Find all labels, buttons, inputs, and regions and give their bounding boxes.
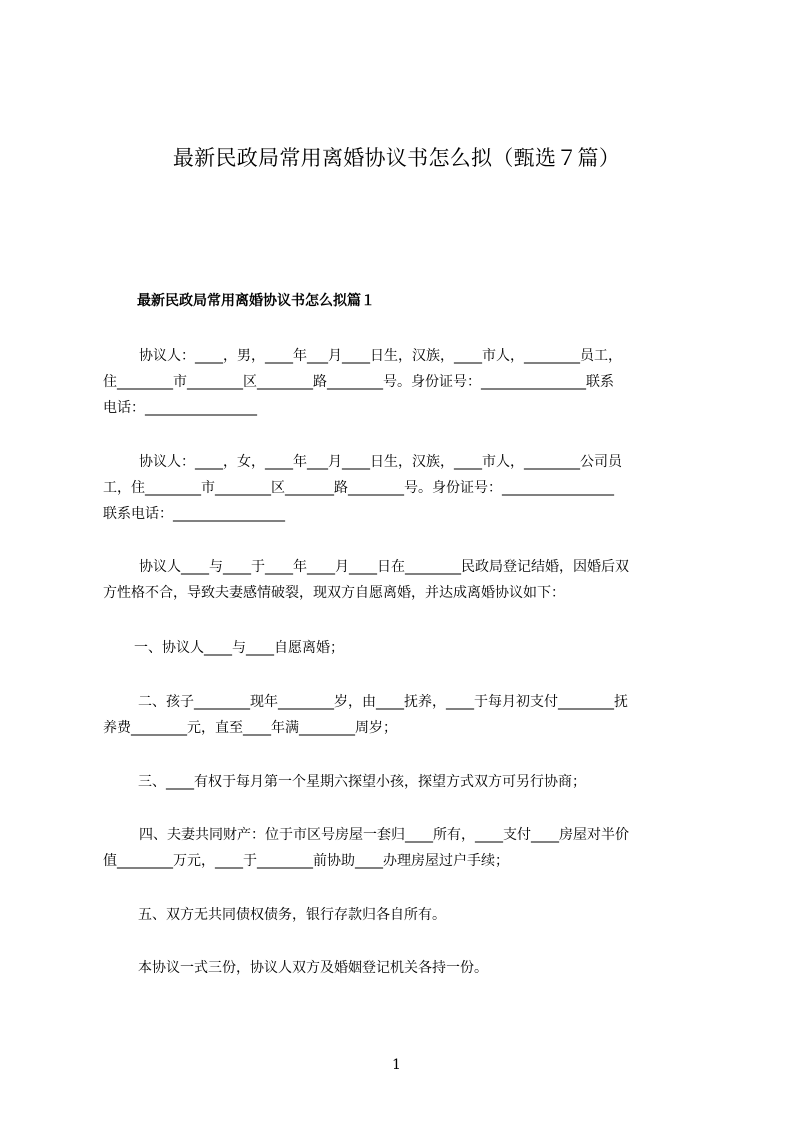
clause-1 (103, 635, 703, 661)
paragraph-line: 方性格不合，导致夫妻感情破裂，现双方自愿离婚，并达成离婚协议如下： (103, 585, 565, 601)
paragraph-line: 四、夫妻共同财产：位于市区号房屋一套归____所有，____支付____房屋对半价 (139, 827, 629, 843)
paragraph-line: 值________万元，____于________前协助____办理房屋过户手续； (103, 853, 509, 869)
paragraph-line: 协议人____与____于____年____月____日在________民政局登记结婚，因婚后双 (139, 559, 629, 575)
party-male-paragraph (103, 343, 703, 421)
page-number: 1 (392, 1057, 401, 1073)
paragraph-line: 电话：________________ (103, 400, 257, 416)
paragraph-line: 住________市________区________路________号。身份证号：_______________联系 (103, 374, 614, 390)
clause-3 (103, 769, 703, 795)
paragraph-line: 本协议一式三份，协议人双方及婚姻登记机关各持一份。 (138, 960, 488, 976)
paragraph-line: 协议人：____，男，____年___月____日生，汉族，____市人，________员工， (139, 348, 622, 364)
section-heading: 最新民政局常用离婚协议书怎么拟篇１ (137, 293, 375, 309)
paragraph-line: 一、协议人____与____自愿离婚； (134, 640, 344, 656)
paragraph-line: 五、双方无共同债权债务，银行存款归各自所有。 (138, 907, 446, 923)
paragraph-line: 养费________元，直至____年满________周岁； (103, 720, 397, 736)
paragraph-line: 工，住________市________区_______路________号。身份证号：________________ (103, 480, 614, 496)
marriage-registration-paragraph (103, 554, 703, 606)
paragraph-line: 三、____有权于每月第一个星期六探望小孩，探望方式双方可另行协商； (138, 774, 586, 790)
clause-5 (103, 902, 703, 928)
paragraph-line: 协议人：____，女，____年___月____日生，汉族，____市人，________公司员 (139, 454, 622, 470)
closing-paragraph (103, 955, 703, 981)
paragraph-line: 联系电话：________________ (103, 506, 285, 522)
clause-2 (103, 689, 703, 741)
party-female-paragraph (103, 449, 703, 527)
document-title: 最新民政局常用离婚协议书怎么拟（甄选７篇） (172, 146, 621, 170)
paragraph-line: 二、孩子________现年________岁，由____抚养，____于每月初支付________抚 (138, 694, 628, 710)
clause-4 (103, 822, 703, 874)
